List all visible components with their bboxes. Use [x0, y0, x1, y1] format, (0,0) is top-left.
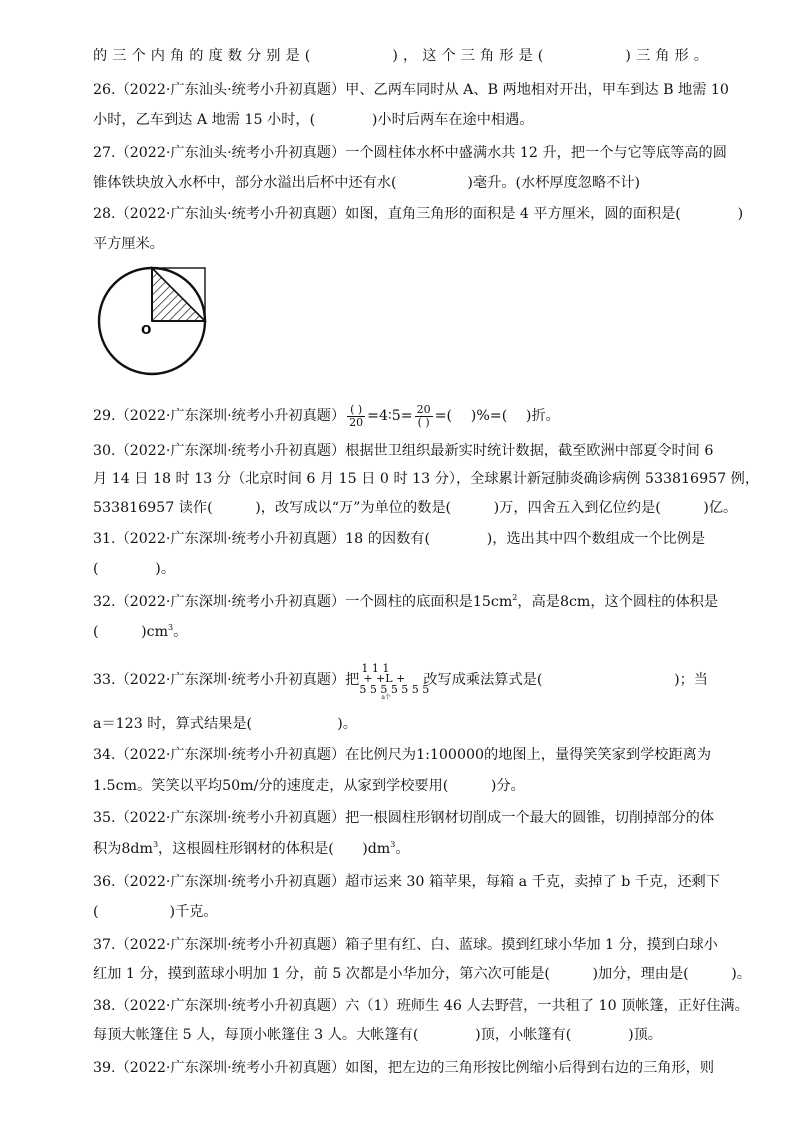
q29-fraction-2: $\frac{20}{( )}$ — [416, 402, 431, 429]
q29-suffix: =( )%=( )折。 — [434, 408, 560, 424]
q28-line1: 28.（2022·广东汕头·统考小升初真题）如图，直角三角形的面积是 4 平方厘米，圆的面积是( ) — [93, 206, 744, 222]
q29-fraction-1: $\frac{( )}{20}$ — [349, 402, 364, 429]
q33-expression: 1 1 1 + +L + 5 5 5 5 5 5 5 a个 — [359, 662, 430, 701]
q27-line1: 27.（2022·广东汕头·统考小升初真题）一个圆柱体水杯中盛满水共 12 升，把一个与它等底等高的圆 — [93, 145, 727, 161]
q32-line1: 32.（2022·广东深圳·统考小升初真题）一个圆柱的底面积是$15cm^2$，高是8cm，这个圆柱的体积是 — [93, 593, 719, 610]
q35-line1: 35.（2022·广东深圳·统考小升初真题）把一根圆柱形钢材切削成一个最大的圆锥，切削掉部分的体 — [93, 810, 715, 826]
q29-prefix: 29.（2022·广东深圳·统考小升初真题） — [93, 408, 346, 424]
q26-line1: 26.（2022·广东汕头·统考小升初真题）甲、乙两车同时从 A、B 两地相对开出，甲车到达 B 地需 10 — [93, 82, 729, 98]
q33-line1: 33.（2022·广东深圳·统考小升初真题）把 1 1 1 + +L + 5 5 5 5 5 5 5 a个 改写成乘法算式是( )；当 — [93, 662, 708, 701]
q31-line1: 31.（2022·广东深圳·统考小升初真题）18 的因数有( )，选出其中四个数组成一个比例是 — [93, 531, 706, 547]
q25-continuation: 的三个内角的度数分别是( )，这个三角形是( )三角形。 — [93, 48, 708, 64]
q35-line2: 积为$8dm^3$，这根圆柱形钢材的体积是( )$dm^3$。 — [93, 840, 410, 857]
q38-line2: 每顶大帐篷住 5 人，每顶小帐篷住 3 人。大帐篷有( )顶，小帐篷有( )顶。 — [93, 1027, 662, 1043]
q27-line2: 锥体铁块放入水杯中，部分水溢出后杯中还有水( )毫升。(水杯厚度忽略不计) — [93, 175, 641, 191]
q31-line2: ( )。 — [93, 561, 176, 577]
q29-mid: =4∶5= — [367, 408, 413, 424]
q26-line2: 小时，乙车到达 A 地需 15 小时，( )小时后两车在途中相遇。 — [93, 112, 534, 128]
q37-line1: 37.（2022·广东深圳·统考小升初真题）箱子里有红、白、蓝球。摸到红球小华加 1 分，摸到白球小 — [93, 937, 718, 953]
q29-line — [93, 398, 708, 434]
q28-line2: 平方厘米。 — [93, 236, 164, 252]
circle-triangle-figure — [96, 266, 212, 376]
q37-line2: 红加 1 分，摸到蓝球小明加 1 分，前 5 次都是小华加分，第六次可能是( )加分，理由是( )。 — [93, 966, 751, 982]
q34-line1: 34.（2022·广东深圳·统考小升初真题）在比例尺为1:100000的地图上，量得笑笑家到学校距离为 — [93, 747, 712, 763]
center-label: o — [141, 319, 152, 338]
q30-line2: 月 14 日 18 时 13 分（北京时间 6 月 15 日 0 时 13 分），全球累计新冠肺炎确诊病例 533816957 例， — [93, 471, 760, 487]
q39-line1: 39.（2022·广东深圳·统考小升初真题）如图，把左边的三角形按比例缩小后得到右边的三角形，则 — [93, 1060, 715, 1076]
q38-line1: 38.（2022·广东深圳·统考小升初真题）六（1）班师生 46 人去野营，一共租了 10 顶帐篷，正好住满。 — [93, 998, 749, 1014]
q34-line2: 1.5cm。笑笑以平均50m/分的速度走，从家到学校要用( )分。 — [93, 778, 525, 794]
q36-line2: ( )千克。 — [93, 904, 218, 920]
q36-line1: 36.（2022·广东深圳·统考小升初真题）超市运来 30 箱苹果，每箱 a 千克，卖掉了 b 千克，还剩下 — [93, 874, 720, 890]
q33-line2: a＝123 时，算式结果是( )。 — [93, 716, 357, 732]
q30-line3: 533816957 读作( )，改写成以“万”为单位的数是( )万，四舍五入到亿位约是( )亿。 — [93, 500, 738, 516]
q30-line1: 30.（2022·广东深圳·统考小升初真题）根据世卫组织最新实时统计数据，截至欧洲中部夏令时间 6 — [93, 443, 714, 459]
q32-line2: ( )$cm^3$。 — [93, 623, 188, 640]
